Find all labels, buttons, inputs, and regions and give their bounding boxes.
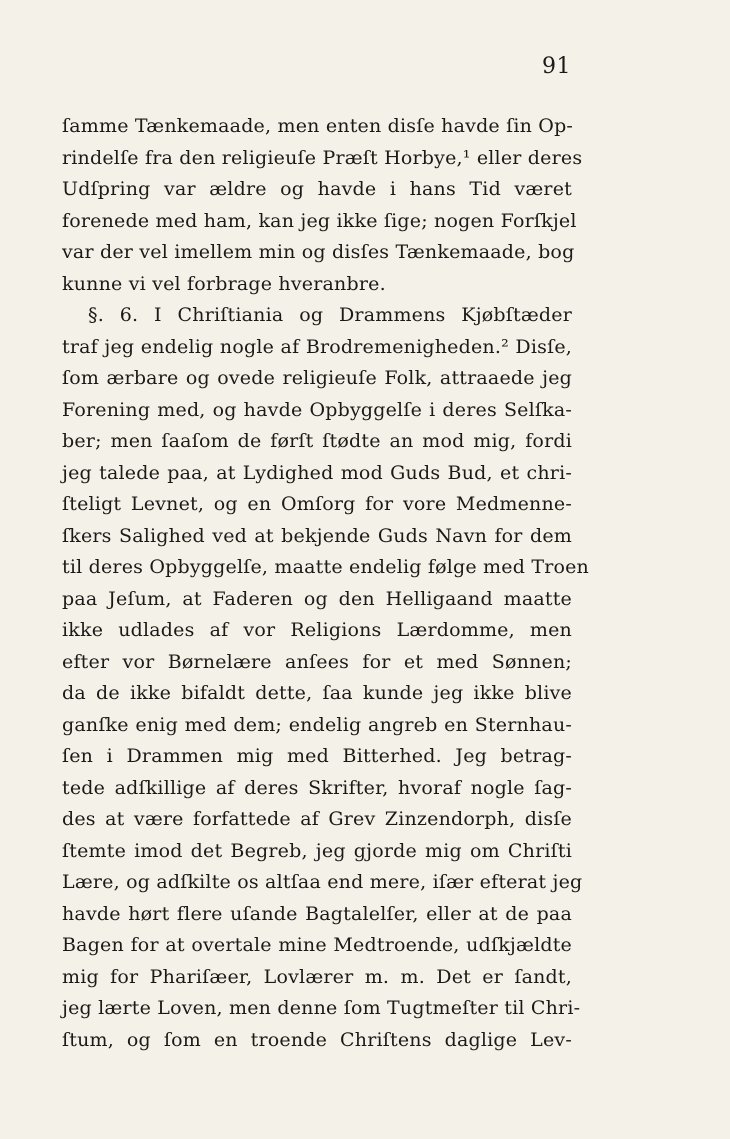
text-line: ber; men ſaaſom de førſt ſtødte an mod mig, fordi: [62, 430, 572, 452]
text-line: Forening med, og havde Opbyggelſe i deres Selſka-: [62, 398, 572, 421]
page-number: 91: [542, 54, 571, 79]
text-line: jeg lærte Loven, men denne ſom Tugtmeſter til Chri-: [62, 997, 581, 1019]
text-line: ſtemte imod det Begreb, jeg gjorde mig om Chriſti: [62, 839, 572, 862]
text-line: des at være forfattede af Grev Zinzendorph, disſe: [62, 808, 572, 830]
text-line: Udſpring var ældre og havde i hans Tid været: [62, 178, 572, 200]
text-line: ſom ærbare og ovede religieuſe Folk, attraaede jeg: [62, 367, 572, 389]
text-line: havde hørt flere uſande Bagtalelſer, eller at de paa: [62, 902, 572, 925]
text-line: ganſke enig med dem; endelig angreb en Sternhau-: [62, 713, 572, 736]
section-heading-line: §. 6. I Chriſtiania og Drammens Kjøbſtæder: [88, 304, 572, 326]
text-line: efter vor Børnelære anſees for et med Sønnen;: [62, 650, 572, 673]
text-line: kunne vi vel forbrage hveranbre.: [62, 272, 386, 295]
text-line: ikke udlades af vor Religions Lærdomme, men: [62, 619, 572, 641]
text-line: Lære, og adſkilte os altſaa end mere, iſær efterat jeg: [62, 871, 583, 893]
text-line: jeg talede paa, at Lydighed mod Guds Bud, et chri-: [62, 461, 572, 484]
text-line: da de ikke bifaldt dette, ſaa kunde jeg ikke blive: [62, 682, 572, 704]
text-line: paa Jeſum, at Faderen og den Helligaand maatte: [62, 587, 572, 610]
text-line: rindelſe fra den religieuſe Præſt Horbye,¹ eller deres: [62, 146, 583, 169]
text-line: Bagen for at overtale mine Medtroende, udſkjældte: [62, 934, 572, 956]
text-line: forenede med ham, kan jeg ikke ſige; nogen Forſkjel: [62, 209, 577, 232]
text-line: ſtum, og ſom en troende Chriſtens daglige Lev-: [62, 1028, 572, 1051]
text-line: traf jeg endelig nogle af Brodremenigheden.² Disſe,: [62, 335, 572, 358]
text-line: ſkers Salighed ved at bekjende Guds Navn for dem: [62, 524, 572, 547]
body-text: [62, 111, 589, 1056]
text-line: ſamme Tænkemaade, men enten disſe havde ſin Op-: [62, 115, 574, 137]
text-line: ſteligt Levnet, og en Omſorg for vore Medmenne-: [62, 493, 572, 515]
text-line: til deres Opbyggelſe, maatte endelig følge med Troen: [62, 556, 589, 578]
text-line: var der vel imellem min og disſes Tænkemaade, bog: [62, 241, 575, 263]
text-line: ſen i Drammen mig med Bitterhed. Jeg betrag-: [62, 745, 572, 767]
text-line: mig for Phariſæer, Lovlærer m. m. Det er ſandt,: [62, 965, 572, 988]
text-line: tede adſkillige af deres Skrifter, hvoraf nogle ſag-: [62, 776, 572, 799]
